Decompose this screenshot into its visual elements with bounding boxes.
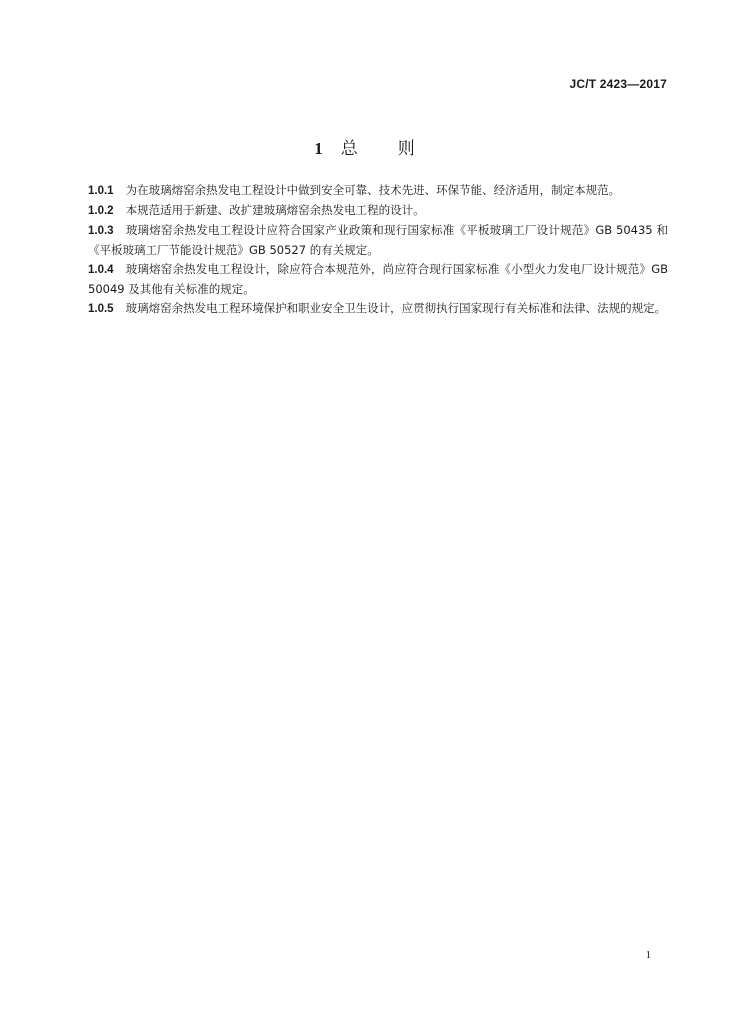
- chapter-title-char-1: 总: [340, 139, 358, 159]
- chapter-title-char-2: 则: [397, 139, 415, 159]
- clause-number: 1.0.2: [88, 205, 114, 217]
- clause-1-0-5: [88, 299, 668, 319]
- clause-number: 1.0.1: [88, 185, 114, 197]
- clause-1-0-1: [88, 181, 668, 201]
- standard-code: JC/T 2423—2017: [569, 77, 667, 91]
- clause-text: 玻璃熔窑余热发电工程环境保护和职业安全卫生设计，应贯彻执行国家现行有关标准和法律、法规的规定。: [125, 301, 667, 315]
- clause-number: 1.0.3: [88, 225, 114, 237]
- chapter-number: 1: [314, 139, 323, 158]
- clause-number: 1.0.4: [88, 264, 114, 276]
- page-number: 1: [645, 949, 651, 961]
- clause-text: 玻璃熔窑余热发电工程设计，除应符合本规范外，尚应符合现行国家标准《小型火力发电厂设计规范》GB 50049 及其他有关标准的规定。: [88, 262, 668, 296]
- clause-number: 1.0.5: [88, 303, 114, 315]
- clause-text: 为在玻璃熔窑余热发电工程设计中做到安全可靠、技术先进、环保节能、经济适用，制定本规范。: [125, 183, 621, 197]
- clause-list: [88, 181, 668, 319]
- clause-1-0-3: [88, 221, 668, 260]
- clause-1-0-4: [88, 260, 668, 299]
- clause-1-0-2: [88, 201, 668, 221]
- clause-text: 本规范适用于新建、改扩建玻璃熔窑余热发电工程的设计。: [125, 203, 425, 217]
- chapter-title: [0, 134, 729, 159]
- clause-text: 玻璃熔窑余热发电工程设计应符合国家产业政策和现行国家标准《平板玻璃工厂设计规范》GB 50435 和《平板玻璃工厂节能设计规范》GB 50527 的有关规定。: [88, 223, 668, 257]
